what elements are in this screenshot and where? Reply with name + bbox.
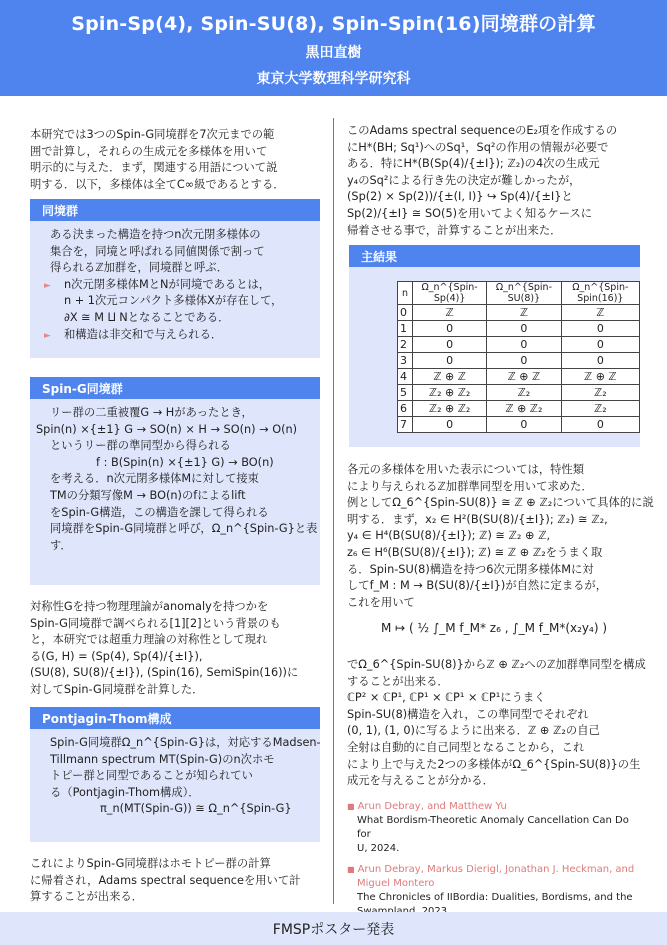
bullet-line: n + 1次元コンパクト多様体Xが存在して， (64, 294, 283, 308)
table-cell: 5 (398, 385, 413, 401)
pontjagin-heading: Pontjagin-Thom構成 (30, 707, 320, 729)
table-cell: 0 (561, 337, 639, 353)
results-table (397, 281, 640, 433)
generators-line: る．Spin-SU(8)構造を持つ6次元閉多様体Mに対 (347, 562, 594, 576)
pontjagin-formula: π_n(MT(Spin-G)) ≅ Ω_n^{Spin-G} (100, 802, 292, 816)
adams-line: y₄のSq²による行き先の決定が難しかったが， (347, 173, 581, 187)
generators-line: でΩ_6^{Spin-SU(8)}からℤ ⊕ ℤ₂へのℤ加群準同型を構成 (347, 658, 646, 671)
reference-authors (347, 863, 641, 877)
table-cell: ℤ₂ ⊕ ℤ₂ (413, 385, 487, 401)
table-cell: 0 (413, 337, 487, 353)
table-cell: 0 (487, 321, 561, 337)
generators-line: (0, 1), (1, 0)に写るように出来る．ℤ ⊕ ℤ₂の自己 (347, 724, 600, 738)
reference-marker: ■ (347, 802, 355, 811)
intro-line: 本研究では3つのSpin-G同境群を7次元までの範 (30, 128, 275, 141)
generators-line: Spin-SU(8)構造を入れ，この準同型でそれぞれ (347, 707, 589, 721)
conclusion-paragraph (30, 856, 322, 906)
generators-line: ℂP² × ℂP¹, ℂP¹ × ℂP¹ × ℂP¹にうまく (347, 691, 546, 705)
spin-g-line: を考える．n次元閉多様体Mに対して接束 (50, 472, 259, 486)
adams-line: (Sp(2) × Sp(2))/{±(I, I)} ↪ Sp(4)/{±I}と (347, 190, 573, 204)
generators-line: 成元を与えることが分かる． (347, 774, 494, 788)
column-header: Ω_n^{Spin-SU(8)} (487, 282, 561, 305)
generators-line: することが出来る． (347, 674, 449, 688)
table-row (398, 385, 640, 401)
symmetry-line: 対称性Gを持つ物理理論がanomalyを持つかを (30, 600, 269, 613)
generators-paragraph-after (347, 657, 646, 790)
adams-line: にH*(BH; Sq¹)へのSq¹，Sq²の作用の情報が必要で (347, 140, 609, 154)
table-cell: ℤ₂ (561, 401, 639, 417)
generators-line: 各元の多様体を用いた表示については，特性類 (347, 463, 585, 476)
table-cell: ℤ (413, 305, 487, 321)
table-row (398, 321, 640, 337)
spin-g-line: TMの分類写像M → BO(n)のfによるlift (50, 488, 246, 502)
footer-text: FMSPポスター発表 (272, 922, 395, 938)
results-box (349, 267, 640, 447)
table-cell: 6 (398, 401, 413, 417)
results-heading: 主結果 (349, 245, 640, 267)
spin-g-heading: Spin-G同境群 (30, 377, 320, 399)
reference-item (347, 863, 641, 919)
reference-marker: ■ (347, 865, 355, 874)
table-cell: 1 (398, 321, 413, 337)
cobordism-heading: 同境群 (30, 199, 320, 221)
poster-author: 黒田直樹 (305, 45, 362, 61)
table-row (398, 337, 640, 353)
reference-title: What Bordism-Theoretic Anomaly Cancellation Can Do for (357, 815, 629, 840)
reference-title: U, 2024. (357, 843, 400, 854)
cobordism-line: 集合を，同境と呼ばれる同値関係で割って (50, 244, 265, 258)
column-header: Ω_n^{Spin-Spin(16)} (561, 282, 639, 305)
generators-paragraph (347, 462, 654, 611)
cobordism-bullet-equivalence (50, 277, 312, 327)
generators-line: 例としてΩ_6^{Spin-SU(8)} ≅ ℤ ⊕ ℤ₂について具体的に説 (347, 496, 654, 510)
cobordism-bullet-sum (50, 327, 312, 344)
adams-line: 帰着させる事で，計算することが出来た． (347, 223, 562, 237)
conclusion-line: に帰着され，Adams spectral sequenceを用いて計 (30, 873, 301, 887)
generators-formula: M ↦ ( ½ ∫_M f_M* z₆ , ∫_M f_M*(x₂y₄) ) (380, 621, 608, 635)
adams-line: ある．特にH*(B(Sp(4)/{±I}); ℤ₂)の4次の生成元 (347, 157, 600, 171)
table-cell: ℤ (561, 305, 639, 321)
column-header: n (398, 282, 413, 305)
conclusion-line: 算することが出来る． (30, 890, 143, 904)
table-row (398, 401, 640, 417)
reference-item (347, 800, 641, 856)
symmetry-paragraph (30, 599, 322, 699)
table-cell: ℤ ⊕ ℤ (561, 369, 639, 385)
symmetry-line: (SU(8), SU(8)/{±I}), (Spin(16), SemiSpin(16))に (30, 666, 299, 680)
bullet-line: ► 和構造は非交和で与えられる． (64, 327, 223, 341)
generators-line: z₆ ∈ H⁶(B(SU(8)/{±I}); ℤ) ≅ ℤ ⊕ ℤ₂をうまく取 (347, 545, 603, 559)
poster-header (0, 0, 667, 96)
generators-line: 全射は自動的に自己同型となることから，これ (347, 740, 585, 754)
intro-line: 明示的に与えた．まず，関連する用語について説 (30, 161, 278, 175)
table-cell: ℤ ⊕ ℤ₂ (487, 401, 561, 417)
symmetry-line: る(G, H) = (Sp(4), Sp(4)/{±I}), (30, 649, 203, 663)
table-row (398, 417, 640, 433)
table-cell: 7 (398, 417, 413, 433)
table-cell: ℤ ⊕ ℤ (487, 369, 561, 385)
intro-line: 囲で計算し，それらの生成元を多様体を用いて (30, 144, 268, 158)
intro-paragraph (30, 127, 322, 193)
table-cell: 0 (561, 417, 639, 433)
table-cell: 0 (413, 417, 487, 433)
poster-affiliation: 東京大学数理科学研究科 (256, 71, 411, 87)
generators-line: これを用いて (347, 595, 415, 609)
table-cell: 0 (413, 353, 487, 369)
column-header: Ω_n^{Spin-Sp(4)} (413, 282, 487, 305)
table-row (398, 305, 640, 321)
symmetry-line: と，本研究では超重力理論の対称性として現れ (30, 633, 268, 647)
table-cell: 2 (398, 337, 413, 353)
results-header-row (398, 282, 640, 305)
table-cell: 0 (487, 353, 561, 369)
pontjagin-line: Spin-G同境群Ω_n^{Spin-G}は，対応するMadsen- (50, 736, 321, 749)
table-cell: 0 (487, 417, 561, 433)
pontjagin-line: Tillmann spectrum MT(Spin-G)のn次ホモ (50, 752, 275, 766)
table-cell: 0 (413, 321, 487, 337)
table-row (398, 369, 640, 385)
table-cell: ℤ₂ (561, 385, 639, 401)
table-row (398, 353, 640, 369)
table-cell: ℤ₂ ⊕ ℤ₂ (413, 401, 487, 417)
table-cell: 0 (398, 305, 413, 321)
bullet-line: ∂X ≅ M ⨿ Nとなることである． (64, 310, 230, 324)
cobordism-box (30, 221, 320, 358)
table-cell: ℤ₂ (487, 385, 561, 401)
spin-g-line: をSpin-G構造，この構造を課して得られる (50, 505, 269, 519)
spin-g-box (30, 399, 320, 585)
pontjagin-line: トピー群と同型であることが知られてい (50, 769, 253, 783)
table-cell: ℤ ⊕ ℤ (413, 369, 487, 385)
table-cell: 0 (561, 321, 639, 337)
generators-line: y₄ ∈ H⁴(B(SU(8)/{±I}); ℤ) ≅ ℤ₂ ⊕ ℤ, (347, 529, 551, 543)
intro-line: 明する．以下，多様体は全てC∞級であるとする． (30, 177, 285, 191)
cobordism-line: 得られるℤ加群を，同境群と呼ぶ． (50, 261, 229, 275)
generators-line: 明する．まず，x₂ ∈ H²(B(SU(8)/{±I}); ℤ₂) ≅ ℤ₂, (347, 512, 608, 526)
spin-g-formula: f : B(Spin(n) ×{±1} G) → BO(n) (96, 455, 274, 469)
cobordism-line: ある決まった構造を持つn次元閉多様体の (50, 228, 261, 241)
reference-authors-text: Miguel Montero (357, 878, 435, 889)
spin-g-line: リー群の二重被覆G → Hがあったとき， (50, 406, 253, 419)
reference-authors (347, 800, 641, 814)
symmetry-line: 対してSpin-G同境群を計算した． (30, 682, 204, 696)
column-divider (333, 118, 334, 904)
pontjagin-line: る（Pontjagin-Thom構成）． (50, 785, 200, 799)
table-cell: 4 (398, 369, 413, 385)
spin-g-line: Spin(n) ×{±1} G → SO(n) × H → SO(n) → O(n) (36, 422, 298, 436)
table-cell: 0 (561, 353, 639, 369)
spin-g-line: 同境群をSpin-G同境群と呼び，Ω_n^{Spin-G}と表 (50, 522, 318, 536)
reference-authors-text: Arun Debray, Markus Dierigl, Jonathan J. Heckman, and (357, 864, 635, 875)
conclusion-line: これによりSpin-G同境群はホモトピー群の計算 (30, 857, 271, 870)
generators-line: により上で与えた2つの多様体がΩ_6^{Spin-SU(8)}の生 (347, 757, 641, 771)
table-cell: 3 (398, 353, 413, 369)
adams-line: Sp(2)/{±I} ≅ SO(5)を用いてよく知るケースに (347, 206, 593, 220)
generators-line: してf_M : M → B(SU(8)/{±I})が自然に定まるが， (347, 579, 608, 593)
table-cell: ℤ (487, 305, 561, 321)
poster-footer (0, 912, 667, 945)
bullet-line: ► n次元閉多様体MとNが同境であるとは， (64, 277, 271, 291)
spin-g-line: す． (50, 538, 72, 552)
adams-line: このAdams spectral sequenceのE₂項を作成するの (347, 124, 618, 137)
references-list (347, 800, 641, 926)
symmetry-line: Spin-G同境群で調べられる[1][2]という背景のも (30, 616, 281, 630)
generators-line: により与えられるℤ加群準同型を用いて求めた． (347, 479, 593, 493)
reference-title: The Chronicles of IIBordia: Dualities, Bordisms, and the (357, 892, 633, 903)
poster-title: Spin-Sp(4), Spin-SU(8), Spin-Spin(16)同境群の計算 (71, 13, 596, 35)
adams-paragraph (347, 123, 641, 239)
table-cell: 0 (487, 337, 561, 353)
pontjagin-box (30, 729, 320, 842)
reference-authors-text: Arun Debray, and Matthew Yu (357, 801, 507, 812)
spin-g-line: というリー群の準同型から得られる (50, 439, 231, 453)
